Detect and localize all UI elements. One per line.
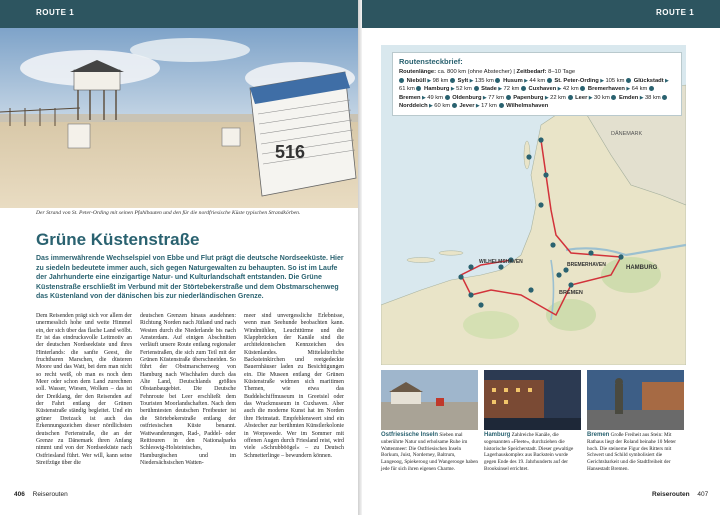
route-infobox <box>392 52 682 116</box>
infobox-stops <box>399 77 675 111</box>
left-page-footer <box>14 491 68 498</box>
arrow-right-icon: ▶ <box>587 94 594 101</box>
stop-name: Bremen <box>399 94 421 101</box>
stop-marker-icon <box>649 86 654 91</box>
stop-marker-icon <box>547 78 552 83</box>
route-stop <box>611 95 662 101</box>
stop-distance: 49 km <box>427 94 445 101</box>
infobox-summary: Routenlänge: ca. 800 km (ohne Abstecher) | Zeitbedarf: 8–10 Tage <box>399 69 576 75</box>
stop-marker-icon <box>474 86 479 91</box>
stop-distance: 22 km <box>550 94 568 101</box>
map-label-denmark: DÄNEMARK <box>611 131 643 137</box>
route-stop <box>580 86 649 92</box>
stop-name: Jever <box>457 103 475 110</box>
map-label-bremen: BREMEN <box>559 290 583 296</box>
arrow-right-icon: ▶ <box>624 86 632 93</box>
route-stop <box>568 95 612 101</box>
stop-marker-icon <box>495 78 500 83</box>
stop-name: Cuxhaven <box>526 86 557 93</box>
arrow-right-icon: ▶ <box>481 94 489 101</box>
route-label-left: ROUTE 1 <box>36 8 75 17</box>
stop-name: Sylt <box>455 77 469 84</box>
right-page-footer <box>652 491 708 498</box>
tile-image-hamburg <box>484 370 581 430</box>
stop-marker-icon <box>568 95 573 100</box>
stop-name: Niebüll <box>405 77 426 84</box>
tile-body: Zahlreiche Kanäle, die sogenannten »Fleete«, durchziehen die historische Speicherstadt. Dieser gewaltige Lagerhauskomplex aus Backstein wurde gegen Ende des 19. Jahrhunderts auf der Brooksinsel errichtet. <box>484 432 574 472</box>
beach-chair-number: 516 <box>275 142 306 162</box>
stop-distance: 38 km <box>644 94 663 101</box>
arrow-right-icon: ▶ <box>556 86 563 93</box>
page-number-right: 407 <box>697 491 709 498</box>
map-label-wilhelmshaven: WILHELMSHAVEN <box>479 259 523 265</box>
arrow-right-icon: ▶ <box>449 86 457 93</box>
stop-name: Norddeich <box>399 103 428 110</box>
body-column-3: meer sind unvergessliche Erlebnisse, wenn man Seehunde beobachten kann. Windmühlen, Leuchttürme und die Klappbrücken der Kanäle sind die architektonischen Kennzeichen des Küstenlandes. Mittelalterliche Backsteinkirchen und reetgedeckte Bauernhäuser laden zu Besichtigungen ein. Die Museen entlang der Grünen Küstenstraße widmen sich maritimen Themen, wie etwa das Buddelschiffmuseum in Greetsiel oder das Wrackmuseum in Cuxhaven. Aber auch die moderne Kunst hat im Norden ihre Heimstatt. Empfehlenswert sind ein Abstecher zur berühmten Künstlerkolonie in Worpswede. Wer im Sommer mit offenen Augen durch Friesland reist, wird viele »Schrubböögel« – zu Deutsch Schmetterlinge – bewundern können. <box>244 313 344 459</box>
stop-marker-icon <box>499 103 504 108</box>
stop-distance: 42 km <box>562 86 581 93</box>
tile-image-bremen <box>587 370 684 430</box>
tile-text-hamburg <box>484 432 581 473</box>
stop-marker-icon <box>445 95 450 100</box>
stop-distance: 72 km <box>503 86 521 93</box>
tile-title: Bremen <box>587 432 610 438</box>
article-title: Grüne Küstenstraße <box>36 230 200 249</box>
tile-image-ostfriesische-inseln <box>381 370 478 430</box>
tile-title: Hamburg <box>484 432 511 438</box>
stop-marker-icon <box>399 78 404 83</box>
arrow-right-icon: ▶ <box>474 103 482 110</box>
infobox-title: Routensteckbrief: <box>399 57 463 66</box>
stop-distance: 61 km <box>399 86 417 93</box>
stop-distance: 98 km <box>432 77 450 84</box>
stop-marker-icon <box>662 95 667 100</box>
arrow-right-icon: ▶ <box>598 77 606 84</box>
length-label: Routenlänge: <box>399 69 437 75</box>
stop-name: Oldenburg <box>450 94 482 101</box>
route-label-right: ROUTE 1 <box>656 8 695 17</box>
route-stop <box>495 78 546 84</box>
book-gutter <box>358 0 362 515</box>
stop-distance: 17 km <box>481 103 499 110</box>
stop-marker-icon <box>611 95 616 100</box>
stop-marker-icon <box>450 78 455 83</box>
stop-marker-icon <box>521 86 526 91</box>
tile-body: Große Freiheit aus Stein: Mit Rathaus liegt der Roland beinahe 10 Meter hoch. Die steinerne Figur des Ritters mit Schwert und Schild symbolisiert die Gerichtsbarkeit und die Stadtfreiheit der Hansestadt Bremen. <box>587 432 677 472</box>
arrow-right-icon: ▶ <box>425 77 433 84</box>
arrow-right-icon: ▶ <box>468 77 475 84</box>
tile-text-bremen <box>587 432 684 473</box>
stop-marker-icon <box>506 95 511 100</box>
arrow-right-icon: ▶ <box>420 94 428 101</box>
route-stop <box>506 95 568 101</box>
stop-distance: 135 km <box>474 77 496 84</box>
stop-distance: 77 km <box>488 94 506 101</box>
beach-photo <box>0 28 358 208</box>
stop-marker-icon <box>416 86 421 91</box>
route-stop <box>399 78 450 84</box>
stop-distance: 105 km <box>605 77 627 84</box>
stop-marker-icon <box>580 86 585 91</box>
route-stop <box>445 95 506 101</box>
arrow-right-icon: ▶ <box>638 94 645 101</box>
stop-distance: 30 km <box>593 94 612 101</box>
footer-label-left: Reiserouten <box>32 491 68 498</box>
time-label: Zeitbedarf: <box>516 69 547 75</box>
stop-name: Leer <box>573 94 588 101</box>
stop-distance: 52 km <box>456 86 474 93</box>
stop-marker-icon <box>626 78 631 83</box>
stop-distance: 44 km <box>529 77 547 84</box>
article-lead: Das immerwährende Wechselspiel von Ebbe und Flut prägt die deutsche Nordseeküste. Hier zu siedeln bedeutete immer auch, sich gegen Naturgewalten zu behaupten. So ist im Laufe der Jahrhunderte eine einzigartige Natur- und Kulturlandschaft entstanden. Die Grüne Küstenstraße erschließt im Verbund mit der Störtebekerstraße und dem Obstmarschenweg das Küstenland von der dänischen bis zur niederländischen Grenze. <box>36 255 344 301</box>
route-stop <box>450 78 496 84</box>
stop-name: Emden <box>617 94 639 101</box>
stop-distance: 64 km <box>631 86 649 93</box>
route-stop <box>452 103 499 109</box>
stop-name: Papenburg <box>511 94 544 101</box>
stop-name: Bremerhaven <box>586 86 625 93</box>
stop-name: Stade <box>479 86 497 93</box>
stop-name: Hamburg <box>422 86 450 93</box>
stop-name: St. Peter-Ording <box>552 77 599 84</box>
stop-distance: 60 km <box>434 103 452 110</box>
time-value: 8–10 Tage <box>548 69 576 75</box>
arrow-right-icon: ▶ <box>496 86 504 93</box>
body-column-2: deutschen Grenzen hinaus ausdehnen: Richtung Norden nach Jütland und nach Westen durch die Niederlande bis nach Amsterdam. Auf einigen Abschnitten verläuft unsere Route entlang regionaler Ferienstraßen, die sich zum Teil mit der Grünen Küstenstraße überschneiden. So führt der Obstmarschenweg von Hamburg nach Wischhafen durch das Alte Land, Deutschlands größtes Obstanbaugebiet. Die Deutsche Fehnroute bei Leer erschließt dem Touristen Moorlandschaften. Nach dem berühmtesten deutschen Freibeuter ist die Störtebekerstraße entlang der ostfriesischen Küste benannt. Wattwanderungen, Rad-, Paddel- oder Reittouren in den Nationalparks Schleswig-Holsteinisches, im Hamburgischen und im Niedersächsischen Watten- <box>140 313 236 466</box>
route-stop <box>499 103 549 109</box>
route-stop <box>416 86 473 92</box>
footer-label-right: Reiserouten <box>652 491 690 498</box>
length-value: ca. 800 km (ohne Abstecher) <box>437 69 512 75</box>
route-stop <box>474 86 521 92</box>
route-stop <box>521 86 580 92</box>
arrow-right-icon: ▶ <box>663 77 669 84</box>
arrow-right-icon: ▶ <box>427 103 435 110</box>
route-stop <box>547 78 626 84</box>
map-label-bremerhaven: BREMERHAVEN <box>567 262 606 268</box>
tile-title: Ostfriesische Inseln <box>381 432 439 438</box>
map-label-hamburg: HAMBURG <box>626 265 658 271</box>
body-column-1: Dem Reisenden prägt sich vor allem der unermesslich hohe und weite Himmel ein, der sich über das flache Land wölbt. Er ist das eindrucksvolle Leitmotiv an der deutschen Nordseeküste und ihres Hinterlands: die sanfte Geest, die fruchtbaren Marschen, die düsteren Moore und das Watt, bei dem man nicht so recht weiß, ob man es noch dem Meer oder schon dem Land zurechnen soll. Wasser, Wiesen, Wolken – das ist der Dreiklang, der den Reisenden auf der Fahrt entlang der Grünen Küstenstraße ständig begleitet. Und ein grüner Dreizack ist auch das Erkennungszeichen dieser nördlichsten deutschen Ferienstraße, die an der Grenze zu Dänemark ihren Anfang nimmt und von der Nordseeküste nach Ostfriesland führt. Wer will, kann seine Streifzüge über die <box>36 313 132 466</box>
tile-body: Sieben mal unberührte Natur und erholsame Ruhe im Wattenmeer: Die Ostfriesischen Inseln Borkum, Juist, Norderney, Baltrum, Langeoog, Spiekeroog und Wangerooge haben jede für sich ihren eigenen Charme. <box>381 432 479 472</box>
stop-name: Glückstadt <box>632 77 664 84</box>
arrow-right-icon: ▶ <box>522 77 530 84</box>
photo-caption: Der Strand von St. Peter-Ording mit seinen Pfahlbauten und den für die nordfriesische Küste typischen Strandkörben. <box>36 210 301 216</box>
tile-text-ostfriesische-inseln <box>381 432 478 473</box>
page-number-left: 406 <box>14 491 25 498</box>
arrow-right-icon: ▶ <box>543 94 551 101</box>
stop-marker-icon <box>452 103 457 108</box>
stop-name: Husum <box>501 77 523 84</box>
stop-name: Wilhelmshaven <box>504 103 549 110</box>
